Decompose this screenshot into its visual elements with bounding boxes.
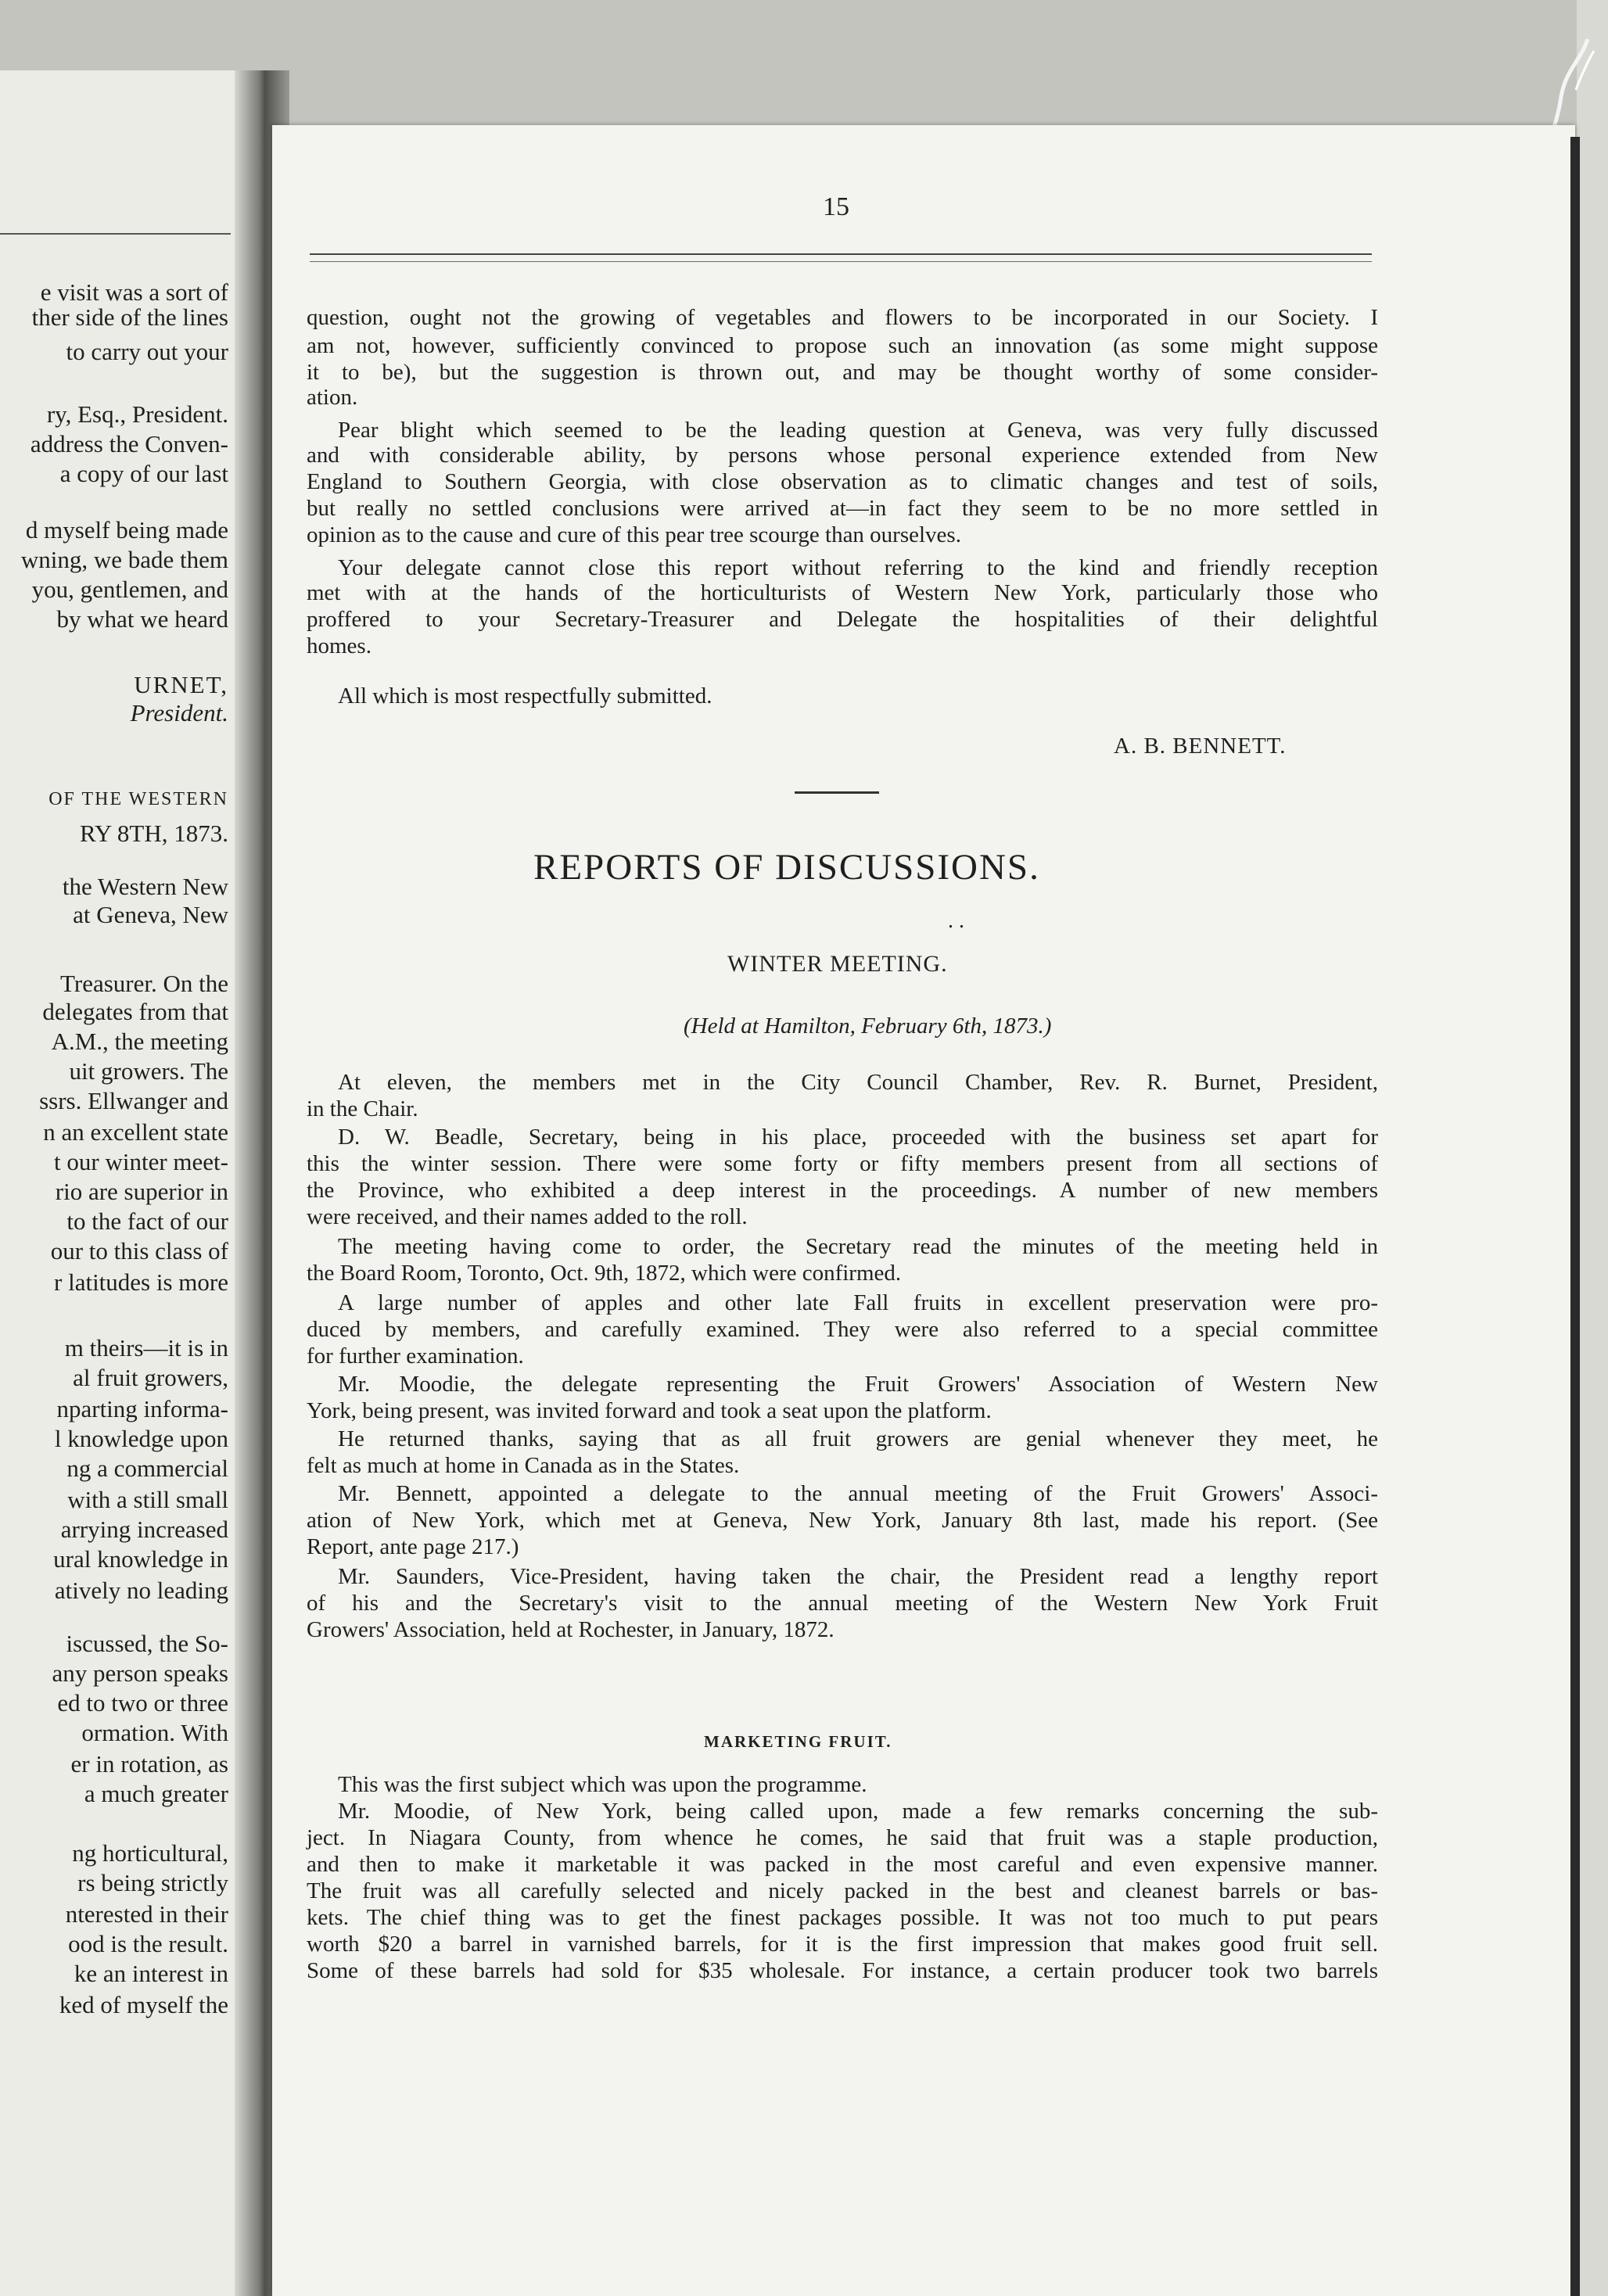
- left-page-text-fragment: l knowledge upon: [54, 1425, 228, 1452]
- left-page-text-fragment: nparting informa-: [56, 1395, 228, 1422]
- left-page-text-fragment: President.: [130, 699, 228, 726]
- left-page-text-fragment: address the Conven-: [30, 430, 228, 457]
- text-line: in the Chair.: [307, 1096, 418, 1121]
- left-page-text-fragment: ormation. With: [81, 1719, 228, 1746]
- page-edge-shadow: [1570, 137, 1580, 2296]
- text-line: it to be), but the suggestion is thrown out, and may be thought worthy of some consider-: [307, 360, 1378, 385]
- left-page-header-rule: [0, 233, 231, 235]
- text-line: Your delegate cannot close this report without referring to the kind and friendly reception: [338, 555, 1378, 580]
- page-number: 15: [823, 192, 849, 221]
- left-page-text-fragment: ed to two or three: [57, 1689, 228, 1717]
- text-line: At eleven, the members met in the City Council Chamber, Rev. R. Burnet, President,: [338, 1070, 1378, 1095]
- left-page-text-fragment: ng horticultural,: [72, 1839, 228, 1867]
- text-line: D. W. Beadle, Secretary, being in his place, proceeded with the business set apart for: [338, 1125, 1378, 1150]
- section-divider: [795, 791, 879, 794]
- text-line: Mr. Bennett, appointed a delegate to the annual meeting of the Fruit Growers' Associ-: [338, 1481, 1378, 1506]
- left-page-text-fragment: ked of myself the: [59, 1991, 228, 2018]
- text-line: homes.: [307, 633, 371, 658]
- text-line: question, ought not the growing of vegetables and flowers to be incorporated in our Society. I: [307, 305, 1378, 330]
- text-line: worth $20 a barrel in varnished barrels, for it is the first impression that makes good fruit sell.: [307, 1932, 1378, 1957]
- left-page-text-fragment: OF THE WESTERN: [48, 789, 228, 809]
- left-page-text-fragment: t our winter meet-: [54, 1148, 228, 1175]
- left-page-text-fragment: our to this class of: [50, 1237, 228, 1265]
- text-line: the Board Room, Toronto, Oct. 9th, 1872, which were confirmed.: [307, 1261, 902, 1286]
- text-line: Some of these barrels had sold for $35 wholesale. For instance, a certain producer took two barrels: [307, 1958, 1378, 1983]
- left-page-text-fragment: rs being strictly: [77, 1869, 228, 1896]
- left-page-text-fragment: ssrs. Ellwanger and: [39, 1087, 228, 1114]
- left-page-text-fragment: you, gentlemen, and: [31, 576, 228, 603]
- left-page-text-fragment: er in rotation, as: [70, 1750, 228, 1778]
- left-page-text-fragment: the Western New: [62, 873, 228, 900]
- left-page-text-fragment: URNET,: [134, 671, 228, 698]
- left-page-text-fragment: m theirs—it is in: [64, 1334, 228, 1361]
- text-line: met with at the hands of the horticulturists of Western New York, particularly those who: [307, 580, 1378, 605]
- left-page-text-fragment: iscussed, the So-: [66, 1630, 228, 1657]
- left-page-text-fragment: arrying increased: [60, 1516, 228, 1543]
- signature: A. B. BENNETT.: [1114, 734, 1287, 759]
- left-page-text-fragment: A.M., the meeting: [51, 1028, 228, 1055]
- text-line: Pear blight which seemed to be the leading question at Geneva, was very fully discussed: [338, 418, 1378, 443]
- left-page-text-fragment: ther side of the lines: [31, 303, 228, 331]
- left-page-text-fragment: r latitudes is more: [54, 1268, 228, 1296]
- text-line: and then to make it marketable it was packed in the most careful and even expensive manner.: [307, 1852, 1378, 1877]
- text-line: Mr. Moodie, the delegate representing the Fruit Growers' Association of Western New: [338, 1372, 1378, 1397]
- left-page-text-fragment: delegates from that: [42, 998, 228, 1025]
- text-line: ation.: [307, 385, 358, 410]
- text-line: A large number of apples and other late Fall fruits in excellent preservation were pro-: [338, 1290, 1378, 1315]
- left-page-text-fragment: ood is the result.: [68, 1930, 228, 1957]
- left-page-text-fragment: atively no leading: [54, 1577, 228, 1604]
- text-line: for further examination.: [307, 1344, 524, 1369]
- previous-page: [0, 70, 242, 2296]
- text-line: the Province, who exhibited a deep interest in the proceedings. A number of new members: [307, 1178, 1378, 1203]
- text-line: Report, ante page 217.): [307, 1534, 519, 1559]
- header-rule: [310, 253, 1372, 255]
- left-page-text-fragment: to carry out your: [66, 338, 228, 365]
- left-page-text-fragment: rio are superior in: [55, 1178, 228, 1205]
- left-page-text-fragment: RY 8TH, 1873.: [79, 820, 228, 847]
- left-page-text-fragment: wning, we bade them: [20, 546, 228, 573]
- text-line: Growers' Association, held at Rochester, in January, 1872.: [307, 1617, 835, 1642]
- left-page-text-fragment: ry, Esq., President.: [46, 400, 228, 428]
- text-line: proffered to your Secretary-Treasurer and Delegate the hospitalities of their delightful: [307, 607, 1378, 632]
- left-page-text-fragment: d myself being made: [25, 516, 228, 544]
- header-rule-thin: [310, 261, 1372, 262]
- left-page-text-fragment: e visit was a sort of: [40, 278, 228, 306]
- left-page-text-fragment: n an excellent state: [43, 1118, 228, 1146]
- text-line: but really no settled conclusions were arrived at—in fact they seem to be no more settled in: [307, 496, 1378, 521]
- left-page-text-fragment: a much greater: [84, 1780, 228, 1807]
- text-line: were received, and their names added to the roll.: [307, 1204, 748, 1229]
- text-line: Mr. Moodie, of New York, being called upon, made a few remarks concerning the sub-: [338, 1799, 1378, 1824]
- section-title: REPORTS OF DISCUSSIONS.: [533, 847, 1040, 888]
- text-line: York, being present, was invited forward and took a seat upon the platform.: [307, 1398, 992, 1423]
- text-line: duced by members, and carefully examined. They were also referred to a special committee: [307, 1317, 1378, 1342]
- left-page-text-fragment: to the fact of our: [66, 1207, 228, 1235]
- text-line: kets. The chief thing was to get the finest packages possible. It was not too much to put pears: [307, 1905, 1378, 1930]
- text-line: ation of New York, which met at Geneva, New York, January 8th last, made his report. (See: [307, 1508, 1378, 1533]
- left-page-text-fragment: any person speaks: [52, 1659, 228, 1687]
- text-line: opinion as to the cause and cure of this pear tree scourge than ourselves.: [307, 522, 961, 547]
- left-page-text-fragment: ng a commercial: [66, 1455, 228, 1482]
- text-line: He returned thanks, saying that as all fruit growers are genial whenever they meet, he: [338, 1426, 1378, 1451]
- left-page-text-fragment: ke an interest in: [74, 1960, 228, 1987]
- meeting-title: WINTER MEETING.: [727, 951, 948, 977]
- text-line: of his and the Secretary's visit to the annual meeting of the Western New York Fruit: [307, 1591, 1378, 1616]
- text-line: This was the first subject which was upon the programme.: [338, 1772, 867, 1797]
- text-line: ject. In Niagara County, from whence he comes, he said that fruit was a staple production,: [307, 1825, 1378, 1850]
- meeting-subtitle: (Held at Hamilton, February 6th, 1873.): [684, 1013, 1052, 1039]
- text-line: felt as much at home in Canada as in the States.: [307, 1453, 740, 1478]
- left-page-text-fragment: by what we heard: [56, 605, 228, 633]
- left-page-text-fragment: with a still small: [67, 1486, 228, 1513]
- left-page-text-fragment: at Geneva, New: [73, 901, 228, 928]
- text-line: All which is most respectfully submitted.: [338, 683, 712, 709]
- left-page-text-fragment: a copy of our last: [59, 460, 228, 487]
- left-page-text-fragment: uit growers. The: [69, 1057, 228, 1085]
- text-line: Mr. Saunders, Vice-President, having taken the chair, the President read a lengthy report: [338, 1564, 1378, 1589]
- text-line: The meeting having come to order, the Secretary read the minutes of the meeting held in: [338, 1234, 1378, 1259]
- text-line: The fruit was all carefully selected and nicely packed in the best and cleanest barrels or bas-: [307, 1878, 1378, 1903]
- left-page-text-fragment: ural knowledge in: [53, 1545, 228, 1573]
- text-line: England to Southern Georgia, with close observation as to climatic changes and test of soils,: [307, 469, 1378, 494]
- title-dots: . .: [948, 909, 964, 933]
- left-page-text-fragment: al fruit growers,: [73, 1364, 228, 1391]
- left-page-text-fragment: Treasurer. On the: [60, 970, 228, 997]
- text-line: this the winter session. There were some forty or fifty members present from all sections of: [307, 1151, 1378, 1176]
- left-page-text-fragment: nterested in their: [65, 1900, 228, 1928]
- text-line: and with considerable ability, by persons whose personal experience extended from New: [307, 443, 1378, 468]
- text-line: am not, however, sufficiently convinced to propose such an innovation (as some might suppose: [307, 333, 1378, 358]
- marketing-fruit-heading: MARKETING FRUIT.: [704, 1732, 892, 1751]
